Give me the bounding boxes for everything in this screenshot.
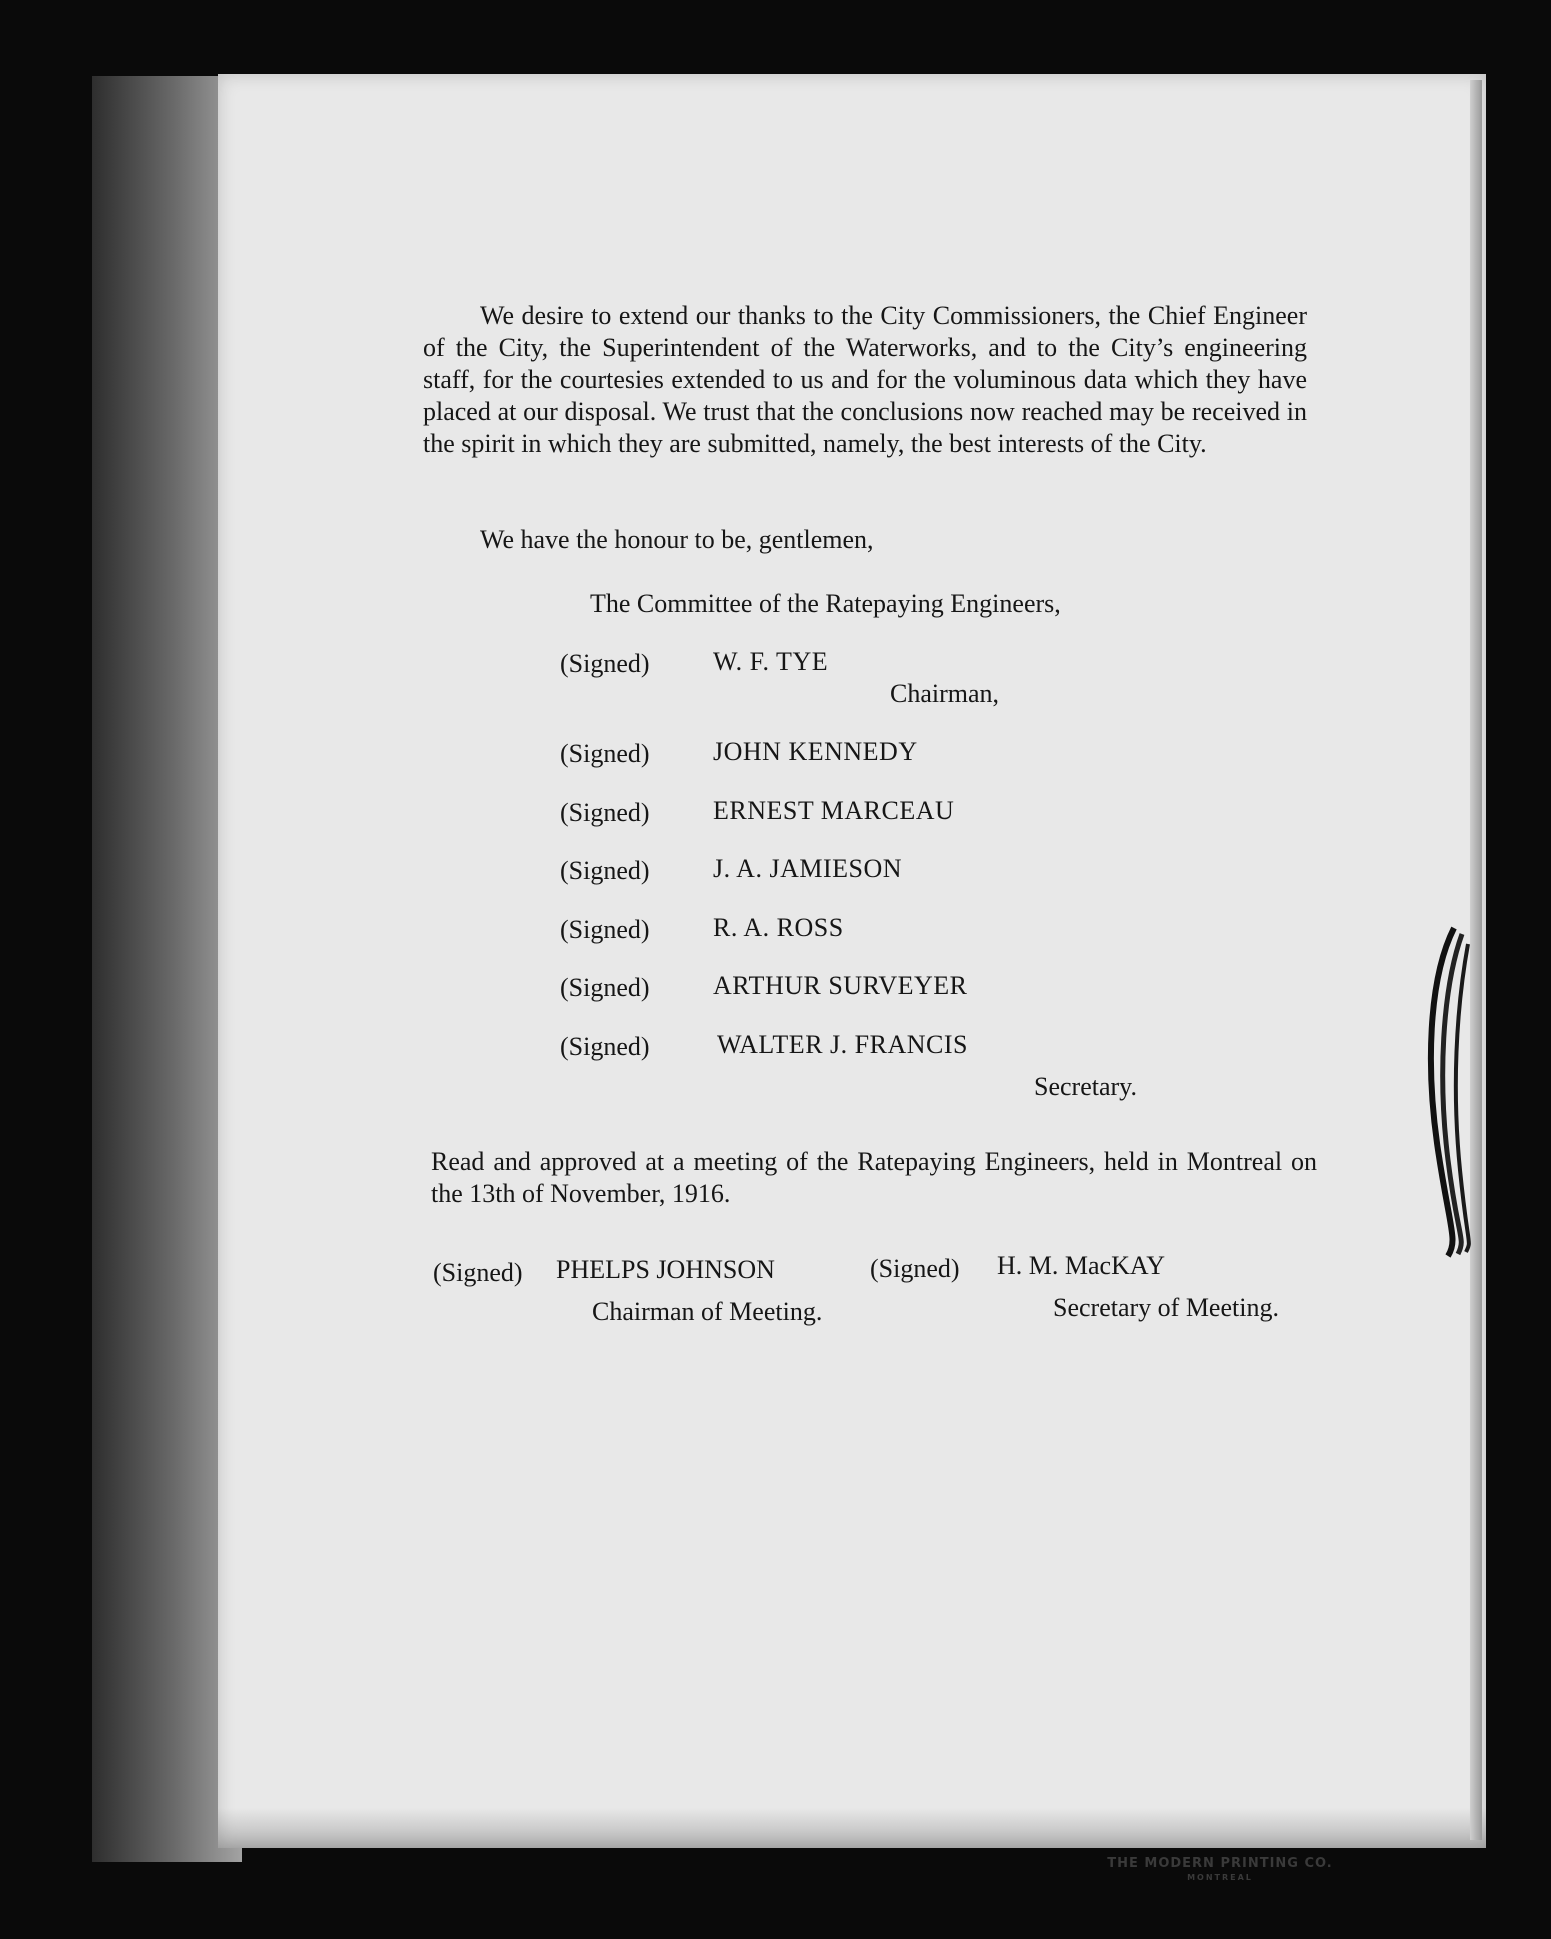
meeting-secretary-name: H. M. MacKAY [997,1251,1166,1280]
signed-label: (Signed) [560,856,650,885]
approval-paragraph: Read and approved at a meeting of the Ratepaying Engineers, held in Montreal on the 13th of November, 1916. [431,1147,1317,1208]
signatory-name: JOHN KENNEDY [713,737,918,766]
signed-label: (Signed) [560,915,650,944]
signatory-name: W. F. TYE [713,647,829,676]
meeting-chairman-name: PHELPS JOHNSON [556,1255,775,1284]
meeting-secretary-title: Secretary of Meeting. [1053,1293,1279,1322]
signed-label: (Signed) [560,798,650,827]
signatory-name: ARTHUR SURVEYER [713,971,968,1000]
printer-city: MONTREAL [1187,1873,1253,1882]
signatory-title: Secretary. [1034,1072,1137,1101]
signatory-name: R. A. ROSS [713,913,844,942]
binding-string [1408,920,1478,1260]
signatory-name: ERNEST MARCEAU [713,796,955,825]
signatory-name: WALTER J. FRANCIS [717,1030,968,1059]
salutation: We have the honour to be, gentlemen, [480,525,874,554]
signed-label: (Signed) [433,1258,523,1287]
signatory-title: Chairman, [890,679,1000,708]
signed-label: (Signed) [870,1254,960,1283]
thanks-paragraph: We desire to extend our thanks to the City Commissioners, the Chief Engineer of the City, the Superintendent of the Waterworks, and to the City’s engineering staff, for the courtesies extended to us and for the voluminous data which they have placed at our disposal. We trust that the conclusions now reached may be received in the spirit in which they are submitted, namely, the best interests of the City. [423,301,1307,458]
signed-label: (Signed) [560,739,650,768]
printer-name: THE MODERN PRINTING CO. [1107,1856,1333,1871]
signatory-name: J. A. JAMIESON [713,854,903,883]
committee-name: The Committee of the Ratepaying Engineers, [590,589,1061,618]
printer-imprint [1100,1856,1340,1882]
signed-label: (Signed) [560,1032,650,1061]
meeting-chairman-title: Chairman of Meeting. [592,1297,823,1326]
signed-label: (Signed) [560,973,650,1002]
signed-label: (Signed) [560,649,650,678]
